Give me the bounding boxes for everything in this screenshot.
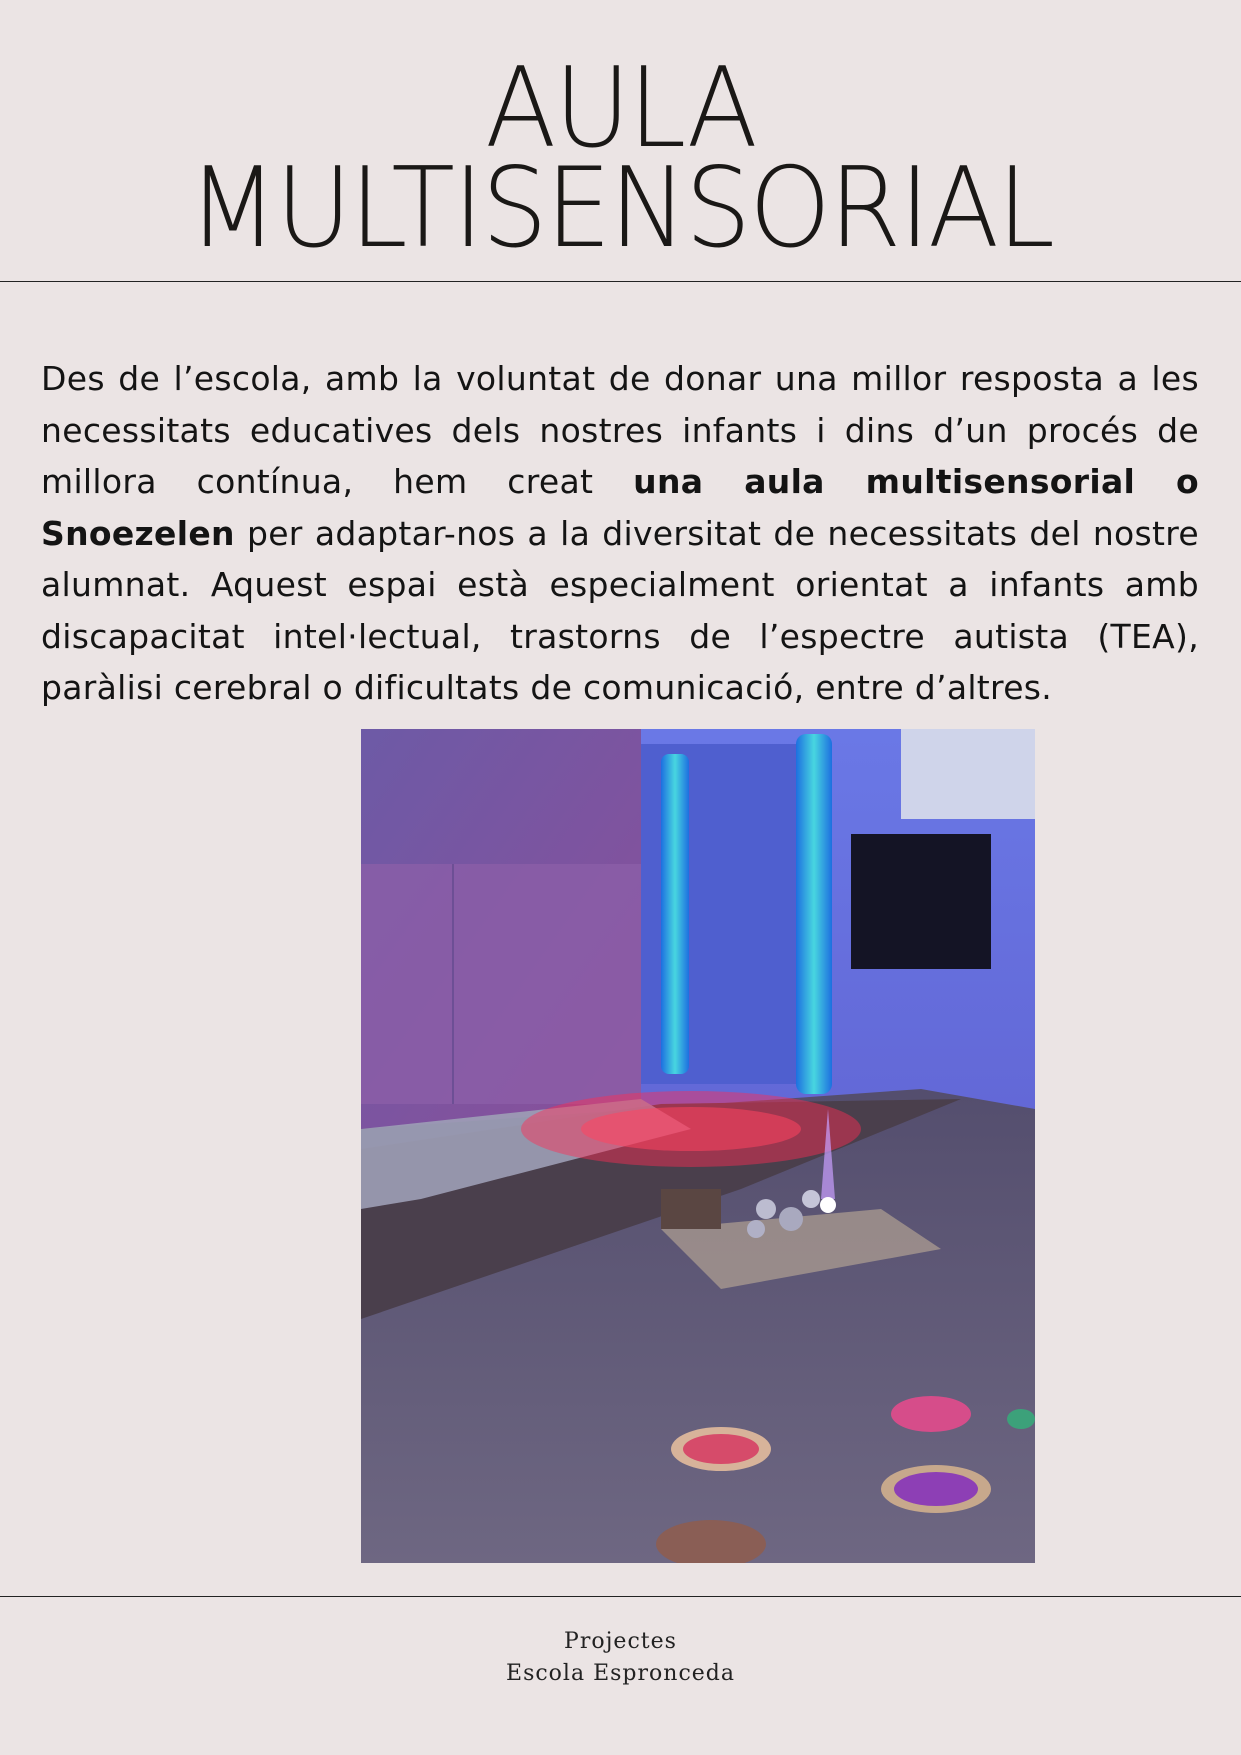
multisensory-room-photo xyxy=(361,729,1035,1563)
footer-divider xyxy=(0,1596,1241,1597)
intro-highlight: una aula multisensorial o Snoezelen xyxy=(41,462,1199,553)
intro-paragraph xyxy=(41,353,1199,714)
photo-illustration xyxy=(361,729,1035,1563)
footer-section: Projectes xyxy=(564,1629,677,1654)
intro-text-2: per adaptar-nos a la diversitat de necessitats del nostre alumnat. Aquest espai està especialment orientat a infants amb discapacitat intel·lectual, trastorns de l’espectre autista (TEA), paràlisi cerebral o dificultats de comunicació, entre d’altres. xyxy=(41,513,1199,707)
intro-text-1: Des de l’escola, amb la voluntat de donar una millor resposta a les necessitats educatives dels nostres infants i dins d’un procés de millora contínua, hem creat xyxy=(41,359,1199,501)
page-title xyxy=(0,43,1241,273)
title-line-2: MULTISENSORIAL xyxy=(187,143,1054,273)
header-divider xyxy=(0,281,1241,282)
footer-school: Escola Espronceda xyxy=(506,1661,735,1686)
title-line-1: AULA xyxy=(485,43,756,173)
